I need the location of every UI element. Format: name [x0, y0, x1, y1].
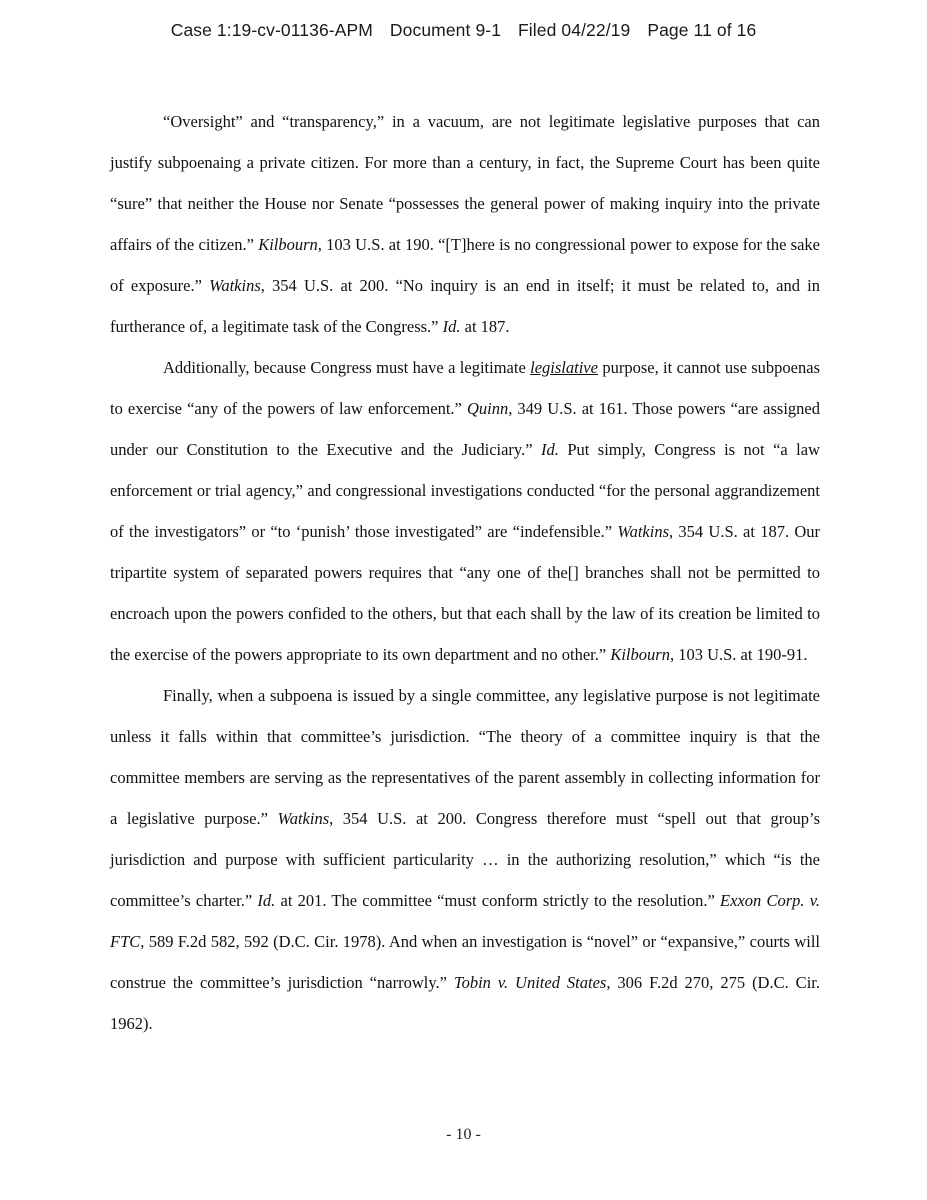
paragraph-law-enforcement — [110, 347, 820, 675]
citation-italic: Exxon Corp. v. FTC — [110, 891, 820, 951]
paragraph-text: , 306 F.2d 270, 275 (D.C. Cir. 1962). — [110, 973, 820, 1033]
citation-italic: legislative — [530, 358, 598, 377]
citation-italic: Watkins — [617, 522, 669, 541]
citation-italic: Quinn — [466, 399, 509, 418]
filed-date: Filed 04/22/19 — [518, 20, 631, 40]
case-number: Case 1:19-cv-01136-APM — [170, 20, 373, 40]
paragraph-text: , 589 F.2d 582, 592 (D.C. Cir. 1978). And when an investigation is “novel” or “expansive,” courts will construe the committee’s jurisdiction “narrowly.” — [110, 932, 820, 992]
paragraph-text: at 201. The committee “must conform strictly to the resolution.” — [275, 891, 721, 910]
paragraph-text: , 103 U.S. at 190. “[T]here is no congressional power to expose for the sake of exposure.” — [110, 235, 820, 295]
citation-italic: Id. — [541, 440, 559, 459]
page-number: - 10 - — [446, 1126, 481, 1143]
case-header — [0, 20, 927, 41]
document-number: Document 9-1 — [389, 20, 502, 40]
paragraph-text: , 354 U.S. at 187. Our tripartite system of separated powers requires that “any one of the[] branches shall not be permitted to encroach upon the powers confided to the others, but that each shall by the law of its creation be limited to the exercise of the powers appropriate to its own department and no other.” — [110, 522, 820, 664]
paragraph-text: purpose, it cannot use subpoenas to exercise “any of the powers of law enforcement.” — [110, 358, 821, 418]
citation-italic: Kilbourn — [610, 645, 670, 664]
paragraph-text: Finally, when a subpoena is issued by a single committee, any legislative purpose is not legitimate unless it falls within that committee’s jurisdiction. “The theory of a committee inquiry is that the committee members are serving as the representatives of the parent assembly in collecting information for a legislative purpose.” — [110, 686, 820, 828]
citation-italic: Id. — [442, 317, 461, 336]
citation-italic: Kilbourn — [258, 235, 318, 254]
paragraph-oversight — [110, 101, 820, 347]
paragraph-text: at 187. — [460, 317, 510, 336]
citation-italic: Watkins — [209, 276, 261, 295]
paragraph-text: , 354 U.S. at 200. “No inquiry is an end in itself; it must be related to, and in furtherance of, a legitimate task of the Congress.” — [110, 276, 820, 336]
page-count: Page 11 of 16 — [647, 20, 757, 40]
citation-italic: Watkins — [277, 809, 330, 828]
document-body — [110, 101, 820, 1044]
paragraph-committee-jurisdiction — [110, 675, 820, 1044]
citation-italic: Id. — [257, 891, 276, 910]
citation-italic: Tobin v. United States — [453, 973, 607, 992]
paragraph-text: Put simply, Congress is not “a law enforcement or trial agency,” and congressional investigations conducted “for the personal aggrandizement of the investigators” or “to ‘punish’ those investigated” are “indefensible.” — [110, 440, 820, 541]
paragraph-text: Additionally, because Congress must have a legitimate — [163, 358, 531, 377]
paragraph-text: , 354 U.S. at 200. Congress therefore must “spell out that group’s jurisdiction and purpose with sufficient particularity … in the authorizing resolution,” which “is the committee’s charter.” — [110, 809, 820, 910]
paragraph-text: , 103 U.S. at 190-91. — [669, 645, 808, 664]
paragraph-text: “Oversight” and “transparency,” in a vacuum, are not legitimate legislative purposes that can justify subpoenaing a private citizen. For more than a century, in fact, the Supreme Court has been quite “sure” that neither the House nor Senate “possesses the general power of making inquiry into the private affairs of the citizen.” — [110, 112, 820, 254]
paragraph-text: , 349 U.S. at 161. Those powers “are assigned under our Constitution to the Executive and the Judiciary.” — [110, 399, 820, 459]
